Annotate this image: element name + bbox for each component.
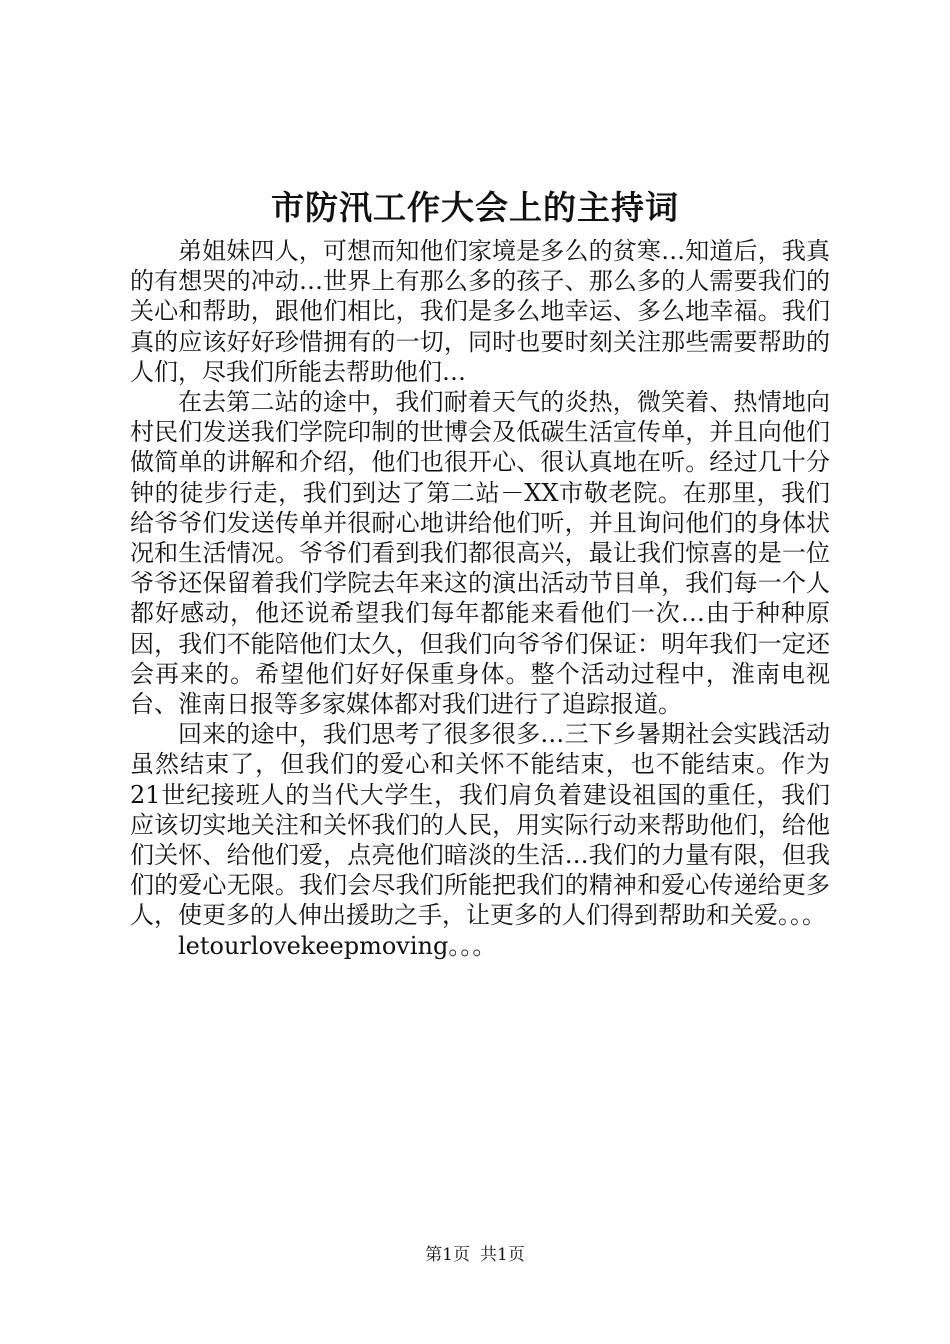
page-footer	[0, 1244, 950, 1266]
paragraph-3: 回来的途中，我们思考了很多很多…三下乡暑期社会实践活动虽然结束了，但我们的爱心和关怀不能结束，也不能结束。作为21世纪接班人的当代大学生，我们肩负着建设祖国的重任，我们应该切实地关注和关怀我们的人民，用实际行动来帮助他们，给他们关怀、给他们爱，点亮他们暗淡的生活…我们的力量有限，但我们的爱心无限。我们会尽我们所能把我们的精神和爱心传递给更多人，使更多的人伸出援助之手，让更多的人们得到帮助和关爱。。。	[130, 720, 830, 930]
paragraph-2: 在去第二站的途中，我们耐着天气的炎热，微笑着、热情地向村民们发送我们学院印制的世博会及低碳生活宣传单，并且向他们做简单的讲解和介绍，他们也很开心、很认真地在听。经过几十分钟的徒步行走，我们到达了第二站－XX市敬老院。在那里，我们给爷爷们发送传单并很耐心地讲给他们听，并且询问他们的身体状况和生活情况。爷爷们看到我们都很高兴，最让我们惊喜的是一位爷爷还保留着我们学院去年来这的演出活动节目单，我们每一个人都好感动，他还说希望我们每年都能来看他们一次…由于种种原因，我们不能陪他们太久，但我们向爷爷们保证：明年我们一定还会再来的。希望他们好好保重身体。整个活动过程中，淮南电视台、淮南日报等多家媒体都对我们进行了追踪报道。	[130, 388, 830, 719]
paragraph-1: 弟姐妹四人，可想而知他们家境是多么的贫寒…知道后，我真的有想哭的冲动…世界上有那么多的孩子、那么多的人需要我们的关心和帮助，跟他们相比，我们是多么地幸运、多么地幸福。我们真的应该好好珍惜拥有的一切，同时也要时刻关注那些需要帮助的人们，尽我们所能去帮助他们…	[130, 237, 830, 386]
paragraph-4: letourlovekeepmoving。。。	[178, 931, 497, 960]
page-number: 第1页	[425, 1245, 470, 1265]
document-body	[130, 236, 830, 961]
page-total: 共1页	[480, 1245, 525, 1265]
document-title: 市防汛工作大会上的主持词	[271, 188, 679, 227]
